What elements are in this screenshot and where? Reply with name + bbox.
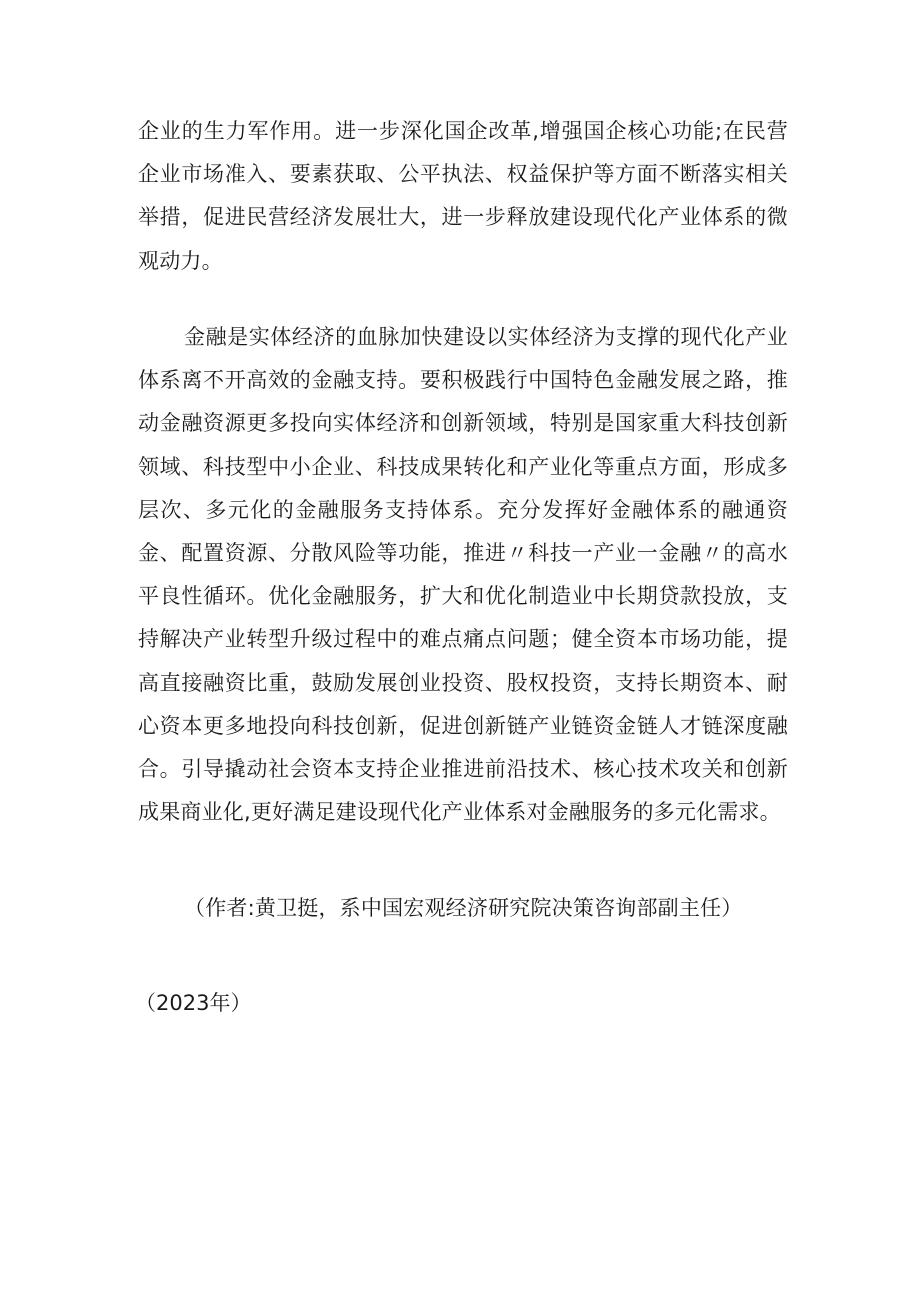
body-paragraph-1: 企业的生力军作用。进一步深化国企改革,增强国企核心功能;在民营企业市场准入、要素获取、公平执法、权益保护等方面不断落实相关举措，促进民营经济发展壮大，进一步释放建设现代化产业体系的微观动力。 bbox=[138, 119, 788, 273]
body-paragraph-2: 金融是实体经济的血脉加快建设以实体经济为支撑的现代化产业体系离不开高效的金融支持。要积极践行中国特色金融发展之路，推动金融资源更多投向实体经济和创新领域，特别是国家重大科技创新领域、科技型中小企业、科技成果转化和产业化等重点方面，形成多层次、多元化的金融服务支持体系。充分发挥好金融体系的融通资金、配置资源、分散风险等功能，推进〃科技一产业一金融〃的高水平良性循环。优化金融服务，扩大和优化制造业中长期贷款投放，支持解决产业转型升级过程中的难点痛点问题；健全资本市场功能，提高直接融资比重，鼓励发展创业投资、股权投资，支持长期资本、耐心资本更多地投向科技创新，促进创新链产业链资金链人才链深度融合。引导撬动社会资本支持企业推进前沿技术、核心技术攻关和创新成果商业化,更好满足建设现代化产业体系对金融服务的多元化需求。 bbox=[138, 325, 788, 825]
author-note: （作者:黄卫挺，系中国宏观经济研究院决策咨询部副主任） bbox=[184, 896, 743, 920]
publication-year: （2023年） bbox=[135, 991, 252, 1015]
